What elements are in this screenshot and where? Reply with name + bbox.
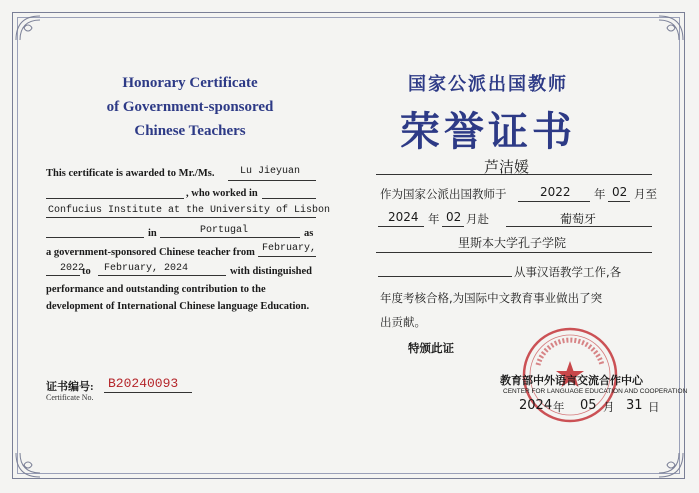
cn-line5-text: 年度考核合格,为国际中文教育事业做出了突 bbox=[380, 291, 603, 305]
cn-month-to: 02 bbox=[446, 210, 462, 224]
from-date-en: February, bbox=[262, 243, 317, 254]
underline bbox=[376, 174, 652, 175]
issue-yue: 月 bbox=[603, 400, 615, 414]
underline bbox=[376, 252, 652, 253]
underline bbox=[104, 392, 192, 393]
cn-year-to: 2024 bbox=[388, 210, 419, 224]
underline bbox=[378, 276, 512, 277]
issuing-org-cn: 教育部中外语言交流合作中心 bbox=[500, 374, 643, 387]
underline bbox=[258, 256, 316, 257]
nian-text: 年 bbox=[594, 187, 606, 201]
cn-institution: 里斯本大学孔子学院 bbox=[458, 236, 567, 250]
cn-year-from: 2022 bbox=[540, 185, 571, 199]
from-year-en: 2022 bbox=[60, 263, 85, 274]
worked-in-text: , who worked in bbox=[186, 188, 258, 199]
underline bbox=[506, 226, 652, 227]
corner-ornament-icon bbox=[657, 451, 685, 479]
yue-zhi-text: 月至 bbox=[634, 187, 657, 201]
nian-text-2: 年 bbox=[428, 212, 440, 226]
with-distinguished-text: with distinguished bbox=[230, 266, 312, 277]
cn-month-from: 02 bbox=[612, 185, 628, 199]
cn-line4-text: 从事汉语教学工作,各 bbox=[514, 265, 622, 279]
corner-ornament-icon bbox=[657, 14, 685, 42]
yue-fu-text: 月赴 bbox=[466, 212, 489, 226]
issue-year: 2024 bbox=[519, 398, 553, 413]
teacher-from-text: a government-sponsored Chinese teacher from bbox=[46, 247, 255, 258]
awarded-to-text: This certificate is awarded to Mr./Ms. bbox=[46, 168, 215, 179]
to-date-en: February, 2024 bbox=[104, 263, 189, 274]
cn-country: 葡萄牙 bbox=[560, 212, 597, 226]
underline bbox=[608, 201, 630, 202]
underline bbox=[262, 198, 316, 199]
cn-line1-text: 作为国家公派出国教师于 bbox=[380, 187, 507, 201]
recipient-name-en: Lu Jieyuan bbox=[240, 166, 301, 177]
in-text: in bbox=[148, 228, 157, 239]
underline bbox=[46, 275, 80, 276]
special-award-text: 特颁此证 bbox=[408, 341, 454, 355]
underline bbox=[98, 275, 226, 276]
underline bbox=[378, 226, 424, 227]
underline bbox=[46, 198, 184, 199]
underline bbox=[160, 237, 300, 238]
en-title-line3: Chinese Teachers bbox=[134, 123, 246, 139]
cn-line6-text: 出贡献。 bbox=[380, 315, 426, 329]
underline bbox=[46, 237, 144, 238]
as-text: as bbox=[304, 228, 314, 239]
corner-ornament-icon bbox=[14, 14, 42, 42]
cn-subtitle: 国家公派出国教师 bbox=[408, 74, 568, 95]
cn-title: 荣誉证书 bbox=[400, 109, 576, 155]
corner-ornament-icon bbox=[14, 451, 42, 479]
underline bbox=[46, 217, 316, 218]
underline bbox=[228, 180, 316, 181]
cert-no-sublabel: Certificate No. bbox=[46, 393, 94, 402]
certificate-number: B20240093 bbox=[108, 376, 179, 391]
en-title-line1: Honorary Certificate bbox=[122, 75, 258, 91]
underline bbox=[518, 201, 590, 202]
en-title-line2: of Government-sponsored bbox=[106, 99, 274, 115]
performance-text: performance and outstanding contribution to the bbox=[46, 284, 266, 295]
recipient-name-cn: 芦洁媛 bbox=[484, 158, 530, 176]
issue-ri: 日 bbox=[648, 400, 660, 414]
development-text: development of International Chinese language Education. bbox=[46, 301, 310, 312]
to-text: to bbox=[82, 266, 91, 277]
issue-nian: 年 bbox=[553, 400, 565, 414]
issue-month: 05 bbox=[580, 398, 597, 413]
underline bbox=[442, 226, 464, 227]
issue-day: 31 bbox=[626, 398, 643, 413]
country-en: Portugal bbox=[200, 225, 249, 236]
institution-en: Confucius Institute at the University of Lisbon bbox=[48, 205, 331, 216]
cert-no-label: 证书编号: bbox=[46, 381, 94, 393]
issuing-org-en: CENTER FOR LANGUAGE EDUCATION AND COOPERATION bbox=[503, 388, 688, 395]
